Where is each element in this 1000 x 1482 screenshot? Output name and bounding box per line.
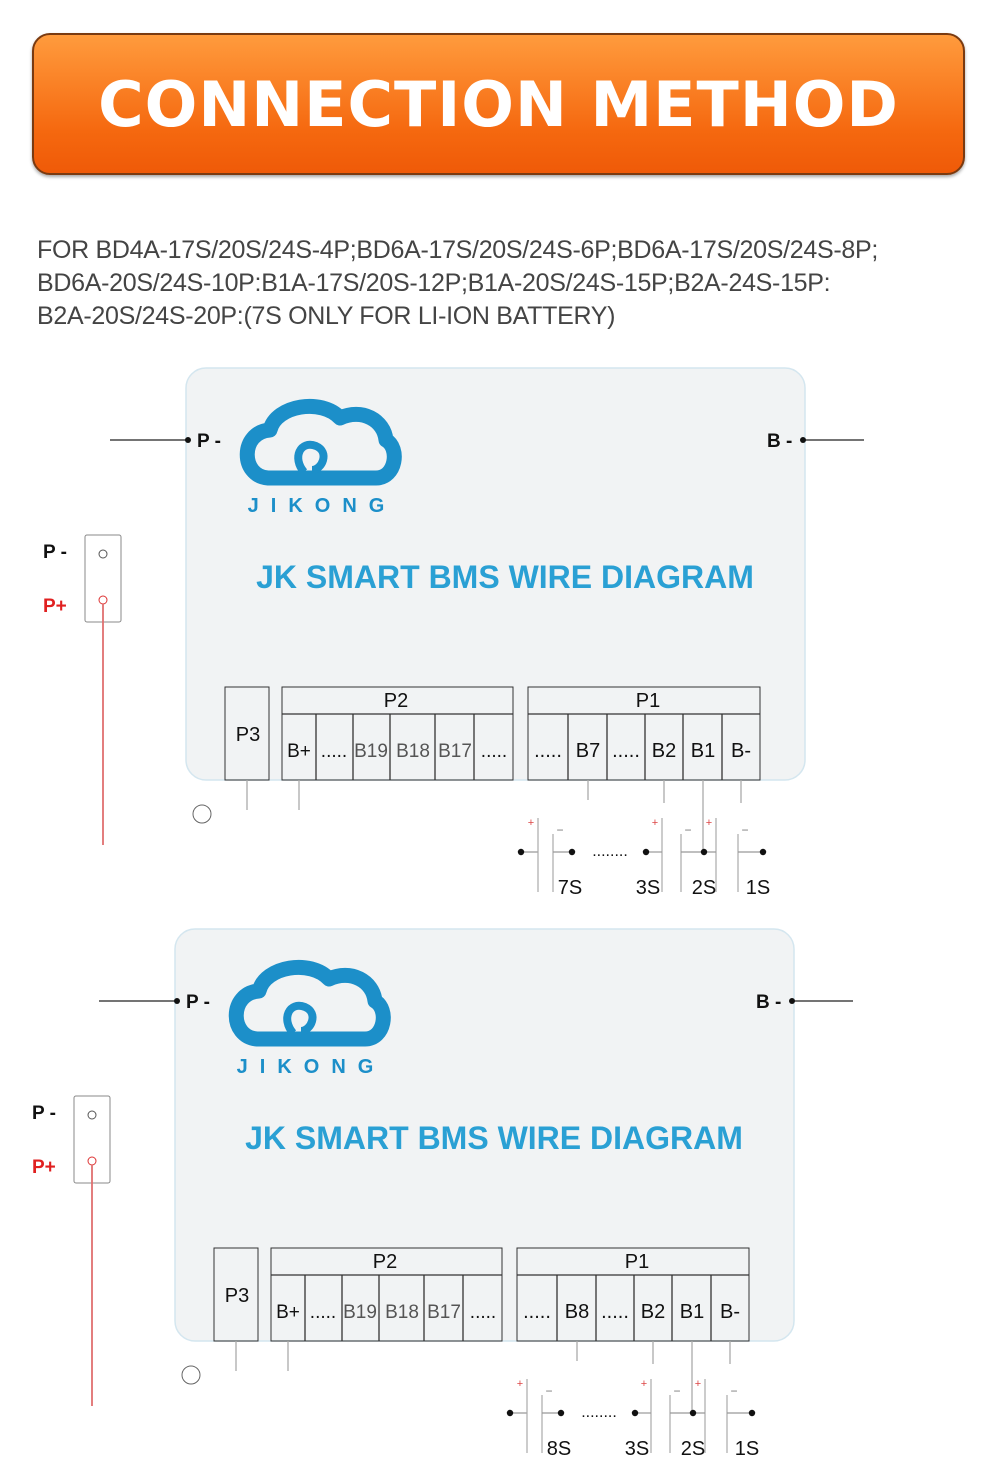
p2-label: P2 bbox=[383, 690, 409, 712]
p1-pin-label: B2 bbox=[640, 1301, 666, 1323]
cell-label: 1S bbox=[734, 1438, 760, 1460]
ntc-sensor bbox=[182, 1366, 200, 1384]
node-dot bbox=[749, 1410, 755, 1416]
plus-sign: + bbox=[694, 1378, 702, 1390]
diagram-title: JK SMART BMS WIRE DIAGRAM bbox=[256, 559, 754, 595]
p1-pin-label: B1 bbox=[690, 740, 716, 762]
minus-sign: − bbox=[730, 1384, 738, 1398]
wire-diagram bbox=[43, 368, 864, 899]
p-minus-label: P - bbox=[197, 431, 221, 452]
p-plus-pin bbox=[88, 1157, 96, 1165]
terminal-dot bbox=[185, 437, 191, 443]
ntc-sensor bbox=[193, 805, 211, 823]
p1-pin-label: ..... bbox=[534, 740, 562, 762]
terminal-dot bbox=[174, 998, 180, 1004]
node-dot bbox=[690, 1410, 696, 1416]
minus-sign: − bbox=[741, 823, 749, 837]
minus-sign: − bbox=[684, 823, 692, 837]
logo-text: JIKONG bbox=[247, 495, 397, 517]
p2-pin-label: ..... bbox=[469, 1302, 497, 1323]
b-minus-label: B - bbox=[756, 992, 782, 1013]
terminal-dot bbox=[800, 437, 806, 443]
p2-pin-label: B17 bbox=[438, 741, 472, 762]
p-minus-pin bbox=[88, 1111, 96, 1119]
plus-sign: + bbox=[516, 1378, 524, 1390]
p3-label: P3 bbox=[224, 1285, 250, 1307]
p2-label: P2 bbox=[372, 1251, 398, 1273]
p3-label: P3 bbox=[235, 724, 261, 746]
p2-pin-label: ..... bbox=[309, 1302, 337, 1323]
p1-pin-label: B7 bbox=[575, 740, 601, 762]
p2-pin-label: B18 bbox=[396, 741, 430, 762]
plus-sign: + bbox=[705, 817, 713, 829]
p2-pin-label: B19 bbox=[354, 741, 388, 762]
cell-label: 2S bbox=[691, 877, 717, 899]
node-dot bbox=[632, 1410, 638, 1416]
cell-label: 3S bbox=[624, 1438, 650, 1460]
diagram-title: JK SMART BMS WIRE DIAGRAM bbox=[245, 1120, 743, 1156]
minus-sign: − bbox=[545, 1384, 553, 1398]
p2-pin-label: B18 bbox=[385, 1302, 419, 1323]
p2-pin-label: B19 bbox=[343, 1302, 377, 1323]
node-dot bbox=[760, 849, 766, 855]
p1-label: P1 bbox=[635, 690, 661, 712]
p2-pin-label: B17 bbox=[427, 1302, 461, 1323]
cell-ellipsis: ........ bbox=[581, 1404, 617, 1421]
p-plus-pin bbox=[99, 596, 107, 604]
node-dot bbox=[507, 1410, 513, 1416]
minus-sign: − bbox=[673, 1384, 681, 1398]
p1-pin-label: B8 bbox=[564, 1301, 590, 1323]
cell-label: 3S bbox=[635, 877, 661, 899]
p-minus-label: P - bbox=[186, 992, 210, 1013]
plus-sign: + bbox=[651, 817, 659, 829]
logo-text: JIKONG bbox=[236, 1056, 386, 1078]
node-dot bbox=[569, 849, 575, 855]
wire-diagram bbox=[32, 929, 853, 1460]
p2-pin-label: ..... bbox=[480, 741, 508, 762]
cell-ellipsis: ........ bbox=[592, 843, 628, 860]
header-title: CONNECTION METHOD bbox=[98, 67, 899, 141]
p2-pin-label: ..... bbox=[320, 741, 348, 762]
ext-p-minus-label: P - bbox=[43, 542, 67, 563]
b-minus-label: B - bbox=[767, 431, 793, 452]
p1-pin-label: B2 bbox=[651, 740, 677, 762]
p2-pin-label: B+ bbox=[287, 741, 311, 762]
ext-p-minus-label: P - bbox=[32, 1103, 56, 1124]
p1-label: P1 bbox=[624, 1251, 650, 1273]
p1-pin-label: B- bbox=[731, 740, 751, 762]
p1-pin-label: ..... bbox=[601, 1301, 629, 1323]
node-dot bbox=[558, 1410, 564, 1416]
p1-pin-label: B- bbox=[720, 1301, 740, 1323]
p1-pin-label: ..... bbox=[523, 1301, 551, 1323]
model-line: BD6A-20S/24S-10P:B1A-17S/20S-12P;B1A-20S/24S-15P;B2A-24S-15P: bbox=[37, 269, 831, 297]
ext-p-plus-label: P+ bbox=[32, 1157, 56, 1178]
cell-label: 7S bbox=[557, 877, 583, 899]
p2-pin-label: B+ bbox=[276, 1302, 300, 1323]
cell-label: 8S bbox=[546, 1438, 572, 1460]
plus-sign: + bbox=[640, 1378, 648, 1390]
minus-sign: − bbox=[556, 823, 564, 837]
p1-pin-label: ..... bbox=[612, 740, 640, 762]
ext-p-plus-label: P+ bbox=[43, 596, 67, 617]
p1-pin-label: B1 bbox=[679, 1301, 705, 1323]
model-line: B2A-20S/24S-20P:(7S ONLY FOR LI-ION BATTERY) bbox=[37, 302, 616, 330]
node-dot bbox=[701, 849, 707, 855]
cell-label: 1S bbox=[745, 877, 771, 899]
model-line: FOR BD4A-17S/20S/24S-4P;BD6A-17S/20S/24S-6P;BD6A-17S/20S/24S-8P; bbox=[37, 236, 878, 264]
node-dot bbox=[518, 849, 524, 855]
plus-sign: + bbox=[527, 817, 535, 829]
p-minus-pin bbox=[99, 550, 107, 558]
node-dot bbox=[643, 849, 649, 855]
terminal-dot bbox=[789, 998, 795, 1004]
cell-label: 2S bbox=[680, 1438, 706, 1460]
